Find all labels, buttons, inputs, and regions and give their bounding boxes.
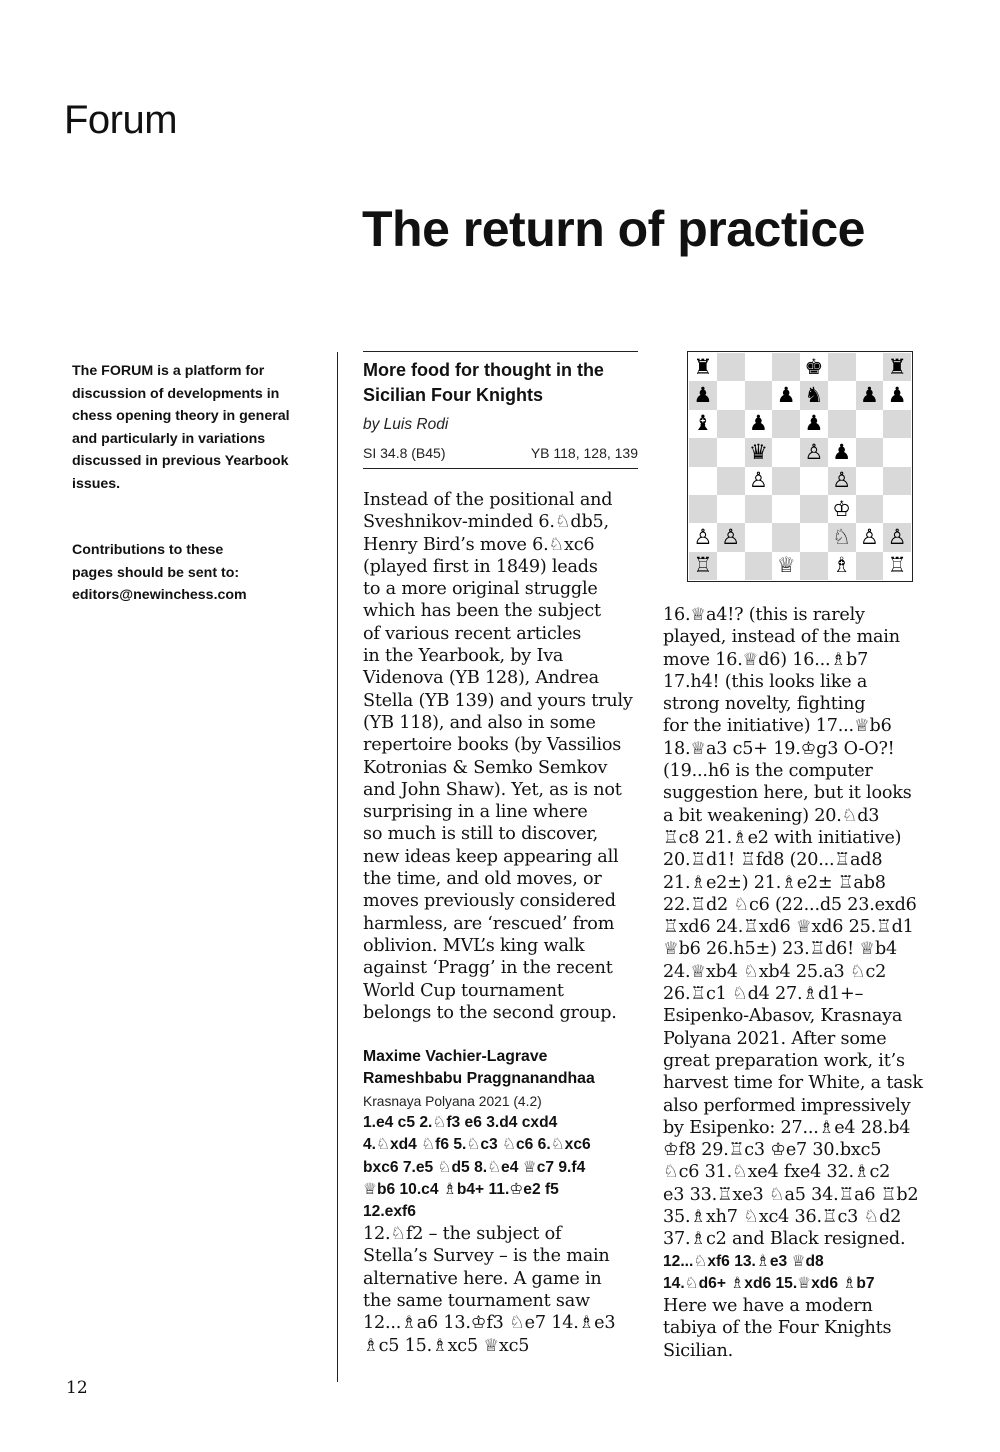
board-square-f3: ♔	[828, 495, 856, 523]
board-square-a8: ♜	[689, 353, 717, 381]
board-square-g5	[856, 438, 884, 466]
board-square-b3	[717, 495, 745, 523]
article-title: More food for thought in the Sicilian Four Knights	[363, 360, 604, 405]
board-square-a3	[689, 495, 717, 523]
board-square-c4: ♙	[745, 467, 773, 495]
board-square-g8	[856, 353, 884, 381]
board-square-g6	[856, 410, 884, 438]
game-note-continued: 16.♕a4!? (this is rarely played, instead of the main move 16.♕d6) 16...♗b7 17.h4! (this looks like a strong novelty, fighting for the initiative) 17...♕b6 18.♕a3 c5+ 19.♔g3 O-O?! (19...h6 is the computer suggestion here, but it looks a bit weakening) 20.♘d3 ♖c8 21.♗e2 with initiative) 20.♖d1! ♖fd8 (20...♖ad8 21.♗e2±) 21.♗e2± ♖ab8 22.♖d2 ♘c6 (22...d5 23.exd6 ♖xd6 24.♖xd6 ♕xd6 25.♖d1 ♕b6 26.h5±) 23.♖d6! ♕b4 24.♕xb4 ♘xb4 25.a3 ♘c2 26.♖c1 ♘d4 27.♗d1+– Esipenko-Abasov, Krasnaya Polyana 2021. After some great preparation work, it’s harvest time for White, a task also performed impressively by Esipenko: 27...♗e4 28.b4 ♔f8 29.♖c3 ♔e7 30.bxc5 ♘c6 31.♘xe4 fxe4 32.♗c2 e3 33.♖xe3 ♘a5 34.♖a6 ♖b2 35.♗xh7 ♘xc4 36.♖c3 ♘d2 37.♗c2 and Black resigned.	[663, 605, 923, 1250]
article-column-right	[663, 604, 943, 1362]
game-note-final: Here we have a modern tabiya of the Four Knights Sicilian.	[663, 1296, 892, 1361]
board-square-e7: ♞	[800, 381, 828, 409]
game-moves: 1.e4 c5 2.♘f3 e6 3.d4 cxd4 4.♘xd4 ♘f6 5.♘c3 ♘c6 6.♘xc6 bxc6 7.e5 ♘d5 8.♘e4 ♕c7 9.f4 ♕b6 10.c4 ♗b4+ 11.♔e2 f5 12.exf6	[363, 1114, 591, 1220]
board-square-a2: ♙	[689, 523, 717, 551]
board-square-c6: ♟	[745, 410, 773, 438]
board-square-f8	[828, 353, 856, 381]
white-player: Maxime Vachier-Lagrave	[363, 1048, 548, 1066]
board-square-b7	[717, 381, 745, 409]
sidebar-about-text: The FORUM is a platform for discussion of developments in chess opening theory in general and particularly in variations discussed in previous Yearbook issues.	[72, 363, 290, 492]
opening-code: SI 34.8 (B45)	[363, 445, 446, 461]
board-square-h7: ♟	[883, 381, 911, 409]
board-square-d4	[772, 467, 800, 495]
board-square-c1	[745, 552, 773, 580]
board-square-h5	[883, 438, 911, 466]
game-note: 12.♘f2 – the subject of Stella’s Survey – is the main alternative here. A game in the same tournament saw 12...♗a6 13.♔f3 ♘e7 14.♗e3 ♗c5 15.♗xc5 ♕xc5	[363, 1224, 616, 1356]
board-square-e2	[800, 523, 828, 551]
board-square-f5: ♟	[828, 438, 856, 466]
game-moves-continued: 12...♘xf6 13.♗e3 ♕d8 14.♘d6+ ♗xd6 15.♕xd6 ♗b7	[663, 1252, 875, 1292]
board-square-d1: ♕	[772, 552, 800, 580]
sidebar	[72, 360, 317, 651]
board-square-e8: ♚	[800, 353, 828, 381]
article-byline: by Luis Rodi	[363, 416, 449, 433]
page-number: 12	[66, 1378, 88, 1398]
board-square-a1: ♖	[689, 552, 717, 580]
board-square-d6	[772, 410, 800, 438]
article-column-left	[363, 351, 638, 1357]
board-square-d7: ♟	[772, 381, 800, 409]
title-rule	[363, 351, 638, 352]
board-square-d8	[772, 353, 800, 381]
board-square-c7	[745, 381, 773, 409]
article-intro: Instead of the positional and Sveshnikov-minded 6.♘db5, Henry Bird’s move 6.♘xc6 (played first in 1849) leads to a more original struggle which has been the subject of various recent articles in the Yearbook, by Iva Videnova (YB 128), Andrea Stella (YB 139) and yours truly (YB 118), and also in some repertoire books (by Vassilios Kotronias & Semko Semkov and John Shaw). Yet, as is not surprising in a line where so much is still to discover, new ideas keep appearing all the time, and old moves, or moves previously considered harmless, are ‘rescued’ from oblivion. MVL’s king walk against ‘Pragg’ in the recent World Cup tournament belongs to the second group.	[363, 490, 633, 1023]
board-square-a4	[689, 467, 717, 495]
board-square-b8	[717, 353, 745, 381]
board-square-g3	[856, 495, 884, 523]
game-header	[363, 1046, 638, 1357]
board-square-f4: ♙	[828, 467, 856, 495]
board-square-h3	[883, 495, 911, 523]
page-title: The return of practice	[362, 201, 865, 257]
board-square-d5	[772, 438, 800, 466]
board-square-g1	[856, 552, 884, 580]
board-square-e1	[800, 552, 828, 580]
section-label: Forum	[64, 98, 178, 142]
board-square-g4	[856, 467, 884, 495]
board-square-a7: ♟	[689, 381, 717, 409]
board-square-a5	[689, 438, 717, 466]
board-square-c2	[745, 523, 773, 551]
board-square-b1	[717, 552, 745, 580]
yearbook-refs: YB 118, 128, 139	[530, 445, 638, 461]
board-square-h8: ♜	[883, 353, 911, 381]
board-square-e3	[800, 495, 828, 523]
board-square-g2: ♙	[856, 523, 884, 551]
board-square-f6	[828, 410, 856, 438]
board-square-d2	[772, 523, 800, 551]
board-square-f1: ♗	[828, 552, 856, 580]
chess-board-diagram	[687, 351, 913, 582]
board-square-d3	[772, 495, 800, 523]
board-square-h2: ♙	[883, 523, 911, 551]
board-square-f2: ♘	[828, 523, 856, 551]
board-square-h1: ♖	[883, 552, 911, 580]
board-square-a6: ♝	[689, 410, 717, 438]
board-square-e6: ♟	[800, 410, 828, 438]
board-square-e5: ♙	[800, 438, 828, 466]
board-square-c5: ♛	[745, 438, 773, 466]
board-square-h6	[883, 410, 911, 438]
article-code-row	[363, 445, 638, 469]
board-square-c8	[745, 353, 773, 381]
black-player: Rameshbabu Praggnanandhaa	[363, 1070, 595, 1088]
game-event: Krasnaya Polyana 2021 (4.2)	[363, 1094, 542, 1110]
sidebar-contributions-text: Contributions to these pages should be sent to: editors@newinchess.com	[72, 542, 247, 603]
board-square-b6	[717, 410, 745, 438]
board-square-c3	[745, 495, 773, 523]
board-square-f7	[828, 381, 856, 409]
board-square-e4	[800, 467, 828, 495]
board-square-h4	[883, 467, 911, 495]
board-square-b2: ♙	[717, 523, 745, 551]
board-square-b5	[717, 438, 745, 466]
board-square-b4	[717, 467, 745, 495]
column-divider	[337, 352, 338, 1382]
board-square-g7: ♟	[856, 381, 884, 409]
